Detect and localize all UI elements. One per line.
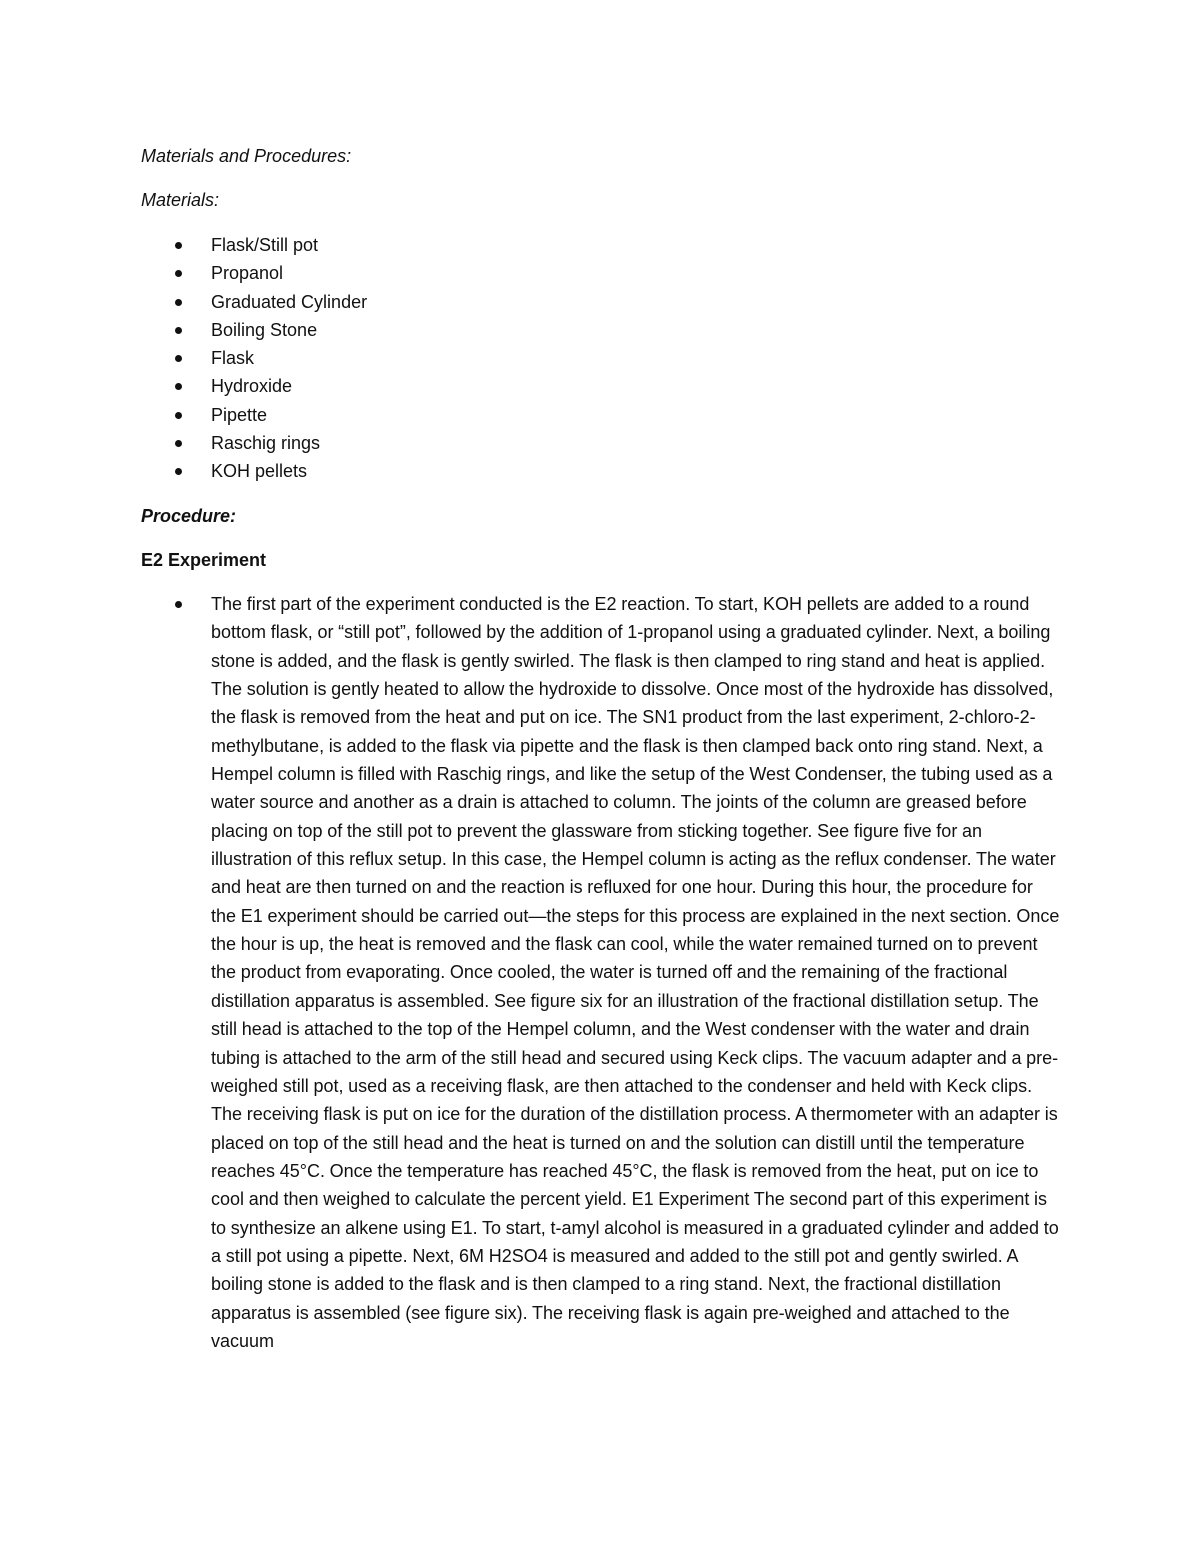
- bullet-icon: [175, 383, 182, 390]
- list-item: [141, 457, 367, 485]
- materials-heading: Materials:: [141, 190, 220, 210]
- bullet-icon: [175, 242, 182, 249]
- procedure-list-item: [141, 590, 1061, 1355]
- material-label: Raschig rings: [211, 433, 321, 454]
- material-label: Graduated Cylinder: [211, 291, 368, 312]
- bullet-icon: [175, 468, 182, 475]
- list-item: [141, 231, 367, 259]
- bullet-icon: [175, 270, 182, 277]
- list-item: [141, 429, 367, 457]
- material-label: Pipette: [211, 404, 268, 425]
- list-item: [141, 288, 367, 316]
- experiment-heading: E2 Experiment: [141, 550, 267, 570]
- list-item: [141, 316, 367, 344]
- list-item: [141, 401, 367, 429]
- list-item: [141, 372, 367, 400]
- list-item: [141, 259, 367, 287]
- material-label: KOH pellets: [211, 461, 308, 482]
- bullet-icon: [175, 299, 182, 306]
- section-title: Materials and Procedures:: [141, 146, 352, 166]
- list-item: [141, 344, 367, 372]
- bullet-icon: [175, 601, 182, 608]
- procedure-heading: Procedure:: [141, 506, 237, 526]
- material-label: Flask/Still pot: [211, 235, 319, 255]
- material-label: Flask: [211, 348, 255, 369]
- bullet-icon: [175, 327, 182, 334]
- materials-list: [141, 231, 367, 486]
- material-label: Boiling Stone: [211, 319, 318, 340]
- material-label: Propanol: [211, 263, 284, 284]
- material-label: Hydroxide: [211, 376, 293, 397]
- procedure-paragraph: The first part of the experiment conducted is the E2 reaction. To start, KOH pellets are added to a round bottom flask, or “still pot”, followed by the addition of 1-propanol using a graduated cylinder. Next, a boiling stone is added, and the flask is gently swirled. The flask is then clamped to ring stand and heat is applied. The solution is gently heated to allow the hydroxide to dissolve. Once most of the hydroxide has dissolved, the flask is removed from the heat and put on ice. The SN1 product from the last experiment, 2-chloro-2-methylbutane, is added to the flask via pipette and the flask is then clamped back onto ring stand. Next, a Hempel column is filled with Raschig rings, and like the setup of the West Condenser, the tubing used as a water source and another as a drain is attached to column. The joints of the column are greased before placing on top of the still pot to prevent the glassware from sticking together. See figure five for an illustration of this reflux setup. In this case, the Hempel column is acting as the reflux condenser. The water and heat are then turned on and the reaction is refluxed for one hour. During this hour, the procedure for the E1 experiment should be carried out—the steps for this process are explained in the next section. Once the hour is up, the heat is removed and the flask can cool, while the water remained turned on to prevent the product from evaporating. Once cooled, the water is turned off and the remaining of the fractional distillation apparatus is assembled. See figure six for an illustration of the fractional distillation setup. The still head is attached to the top of the Hempel column, and the West condenser with the water and drain tubing is attached to the arm of the still head and secured using Keck clips. The vacuum adapter and a pre-weighed still pot, used as a receiving flask, are then attached to the condenser and held with Keck clips. The receiving flask is put on ice for the duration of the distillation process. A thermometer with an adapter is placed on top of the still head and the heat is turned on and the solution can distill until the temperature reaches 45°C. Once the temperature has reached 45°C, the flask is removed from the heat, put on ice to cool and then weighed to calculate the percent yield. E1 Experiment The second part of this experiment is to synthesize an alkene using E1. To start, t-amyl alcohol is measured in a graduated cylinder and added to a still pot using a pipette. Next, 6M H2SO4 is measured and added to the still pot and gently swirled. A boiling stone is added to the flask and is then clamped to a ring stand. Next, the fractional distillation apparatus is assembled (see figure six). The receiving flask is again pre-weighed and attached to the vacuum: [211, 594, 1060, 1351]
- bullet-icon: [175, 440, 182, 447]
- bullet-icon: [175, 355, 182, 362]
- bullet-icon: [175, 412, 182, 419]
